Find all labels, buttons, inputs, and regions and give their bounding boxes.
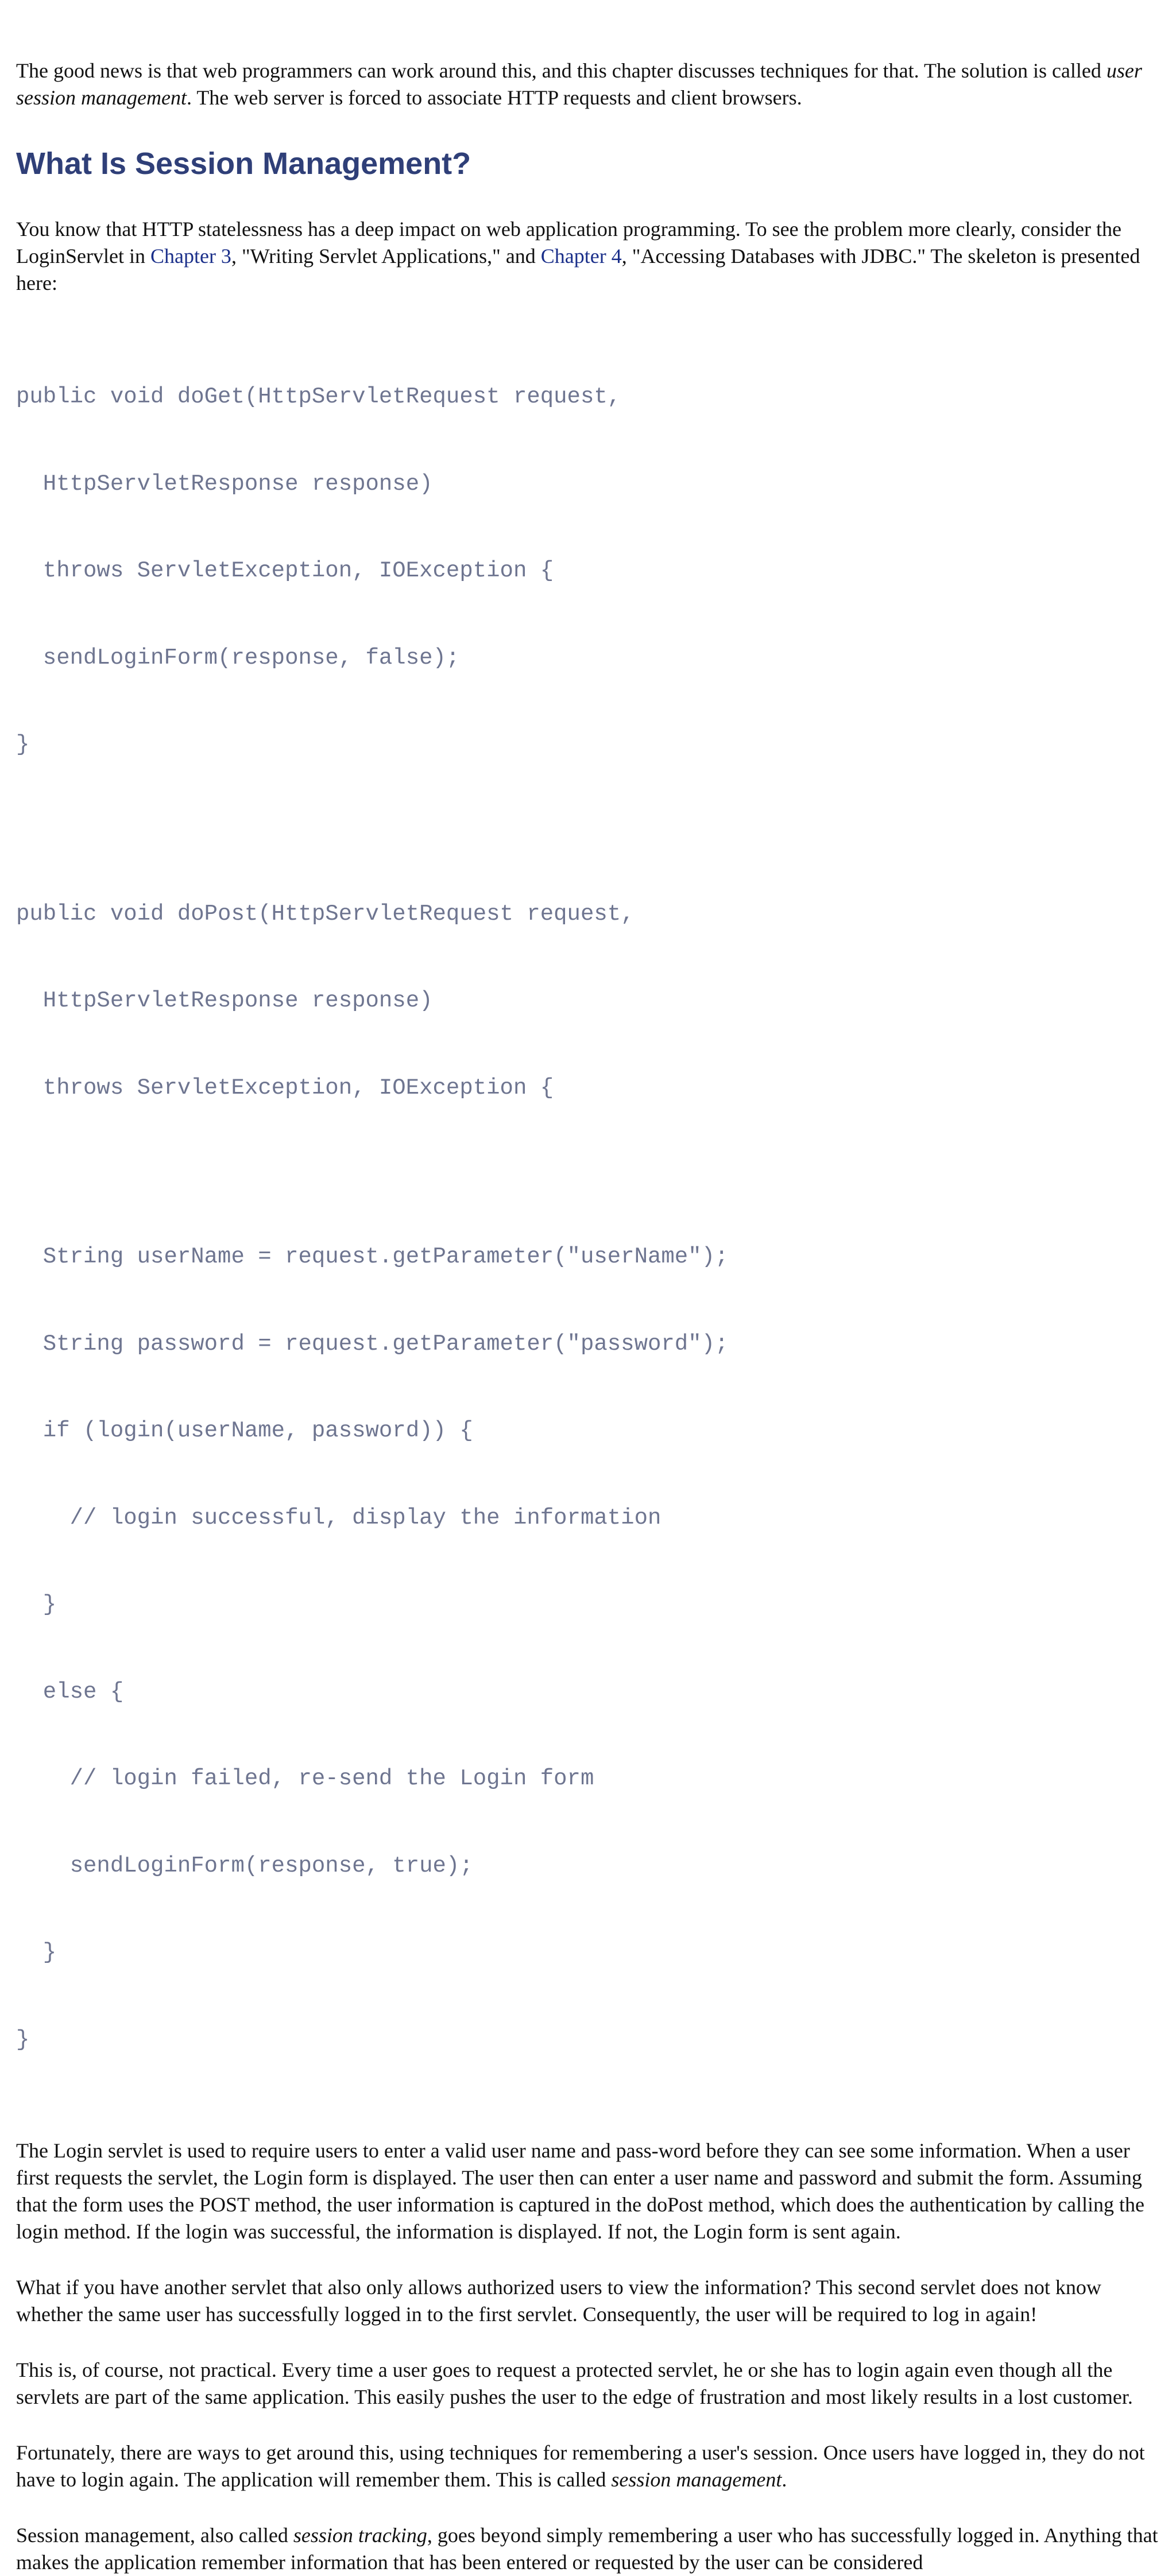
paragraph-1-text-1: You know that HTTP statelessness has a deep impact on web application programming. To see the problem more clearly, consider the LoginServlet in [16, 218, 1122, 268]
paragraph-5-emphasis: session management [611, 2468, 782, 2491]
paragraph-5 [16, 2439, 1159, 2493]
section-heading: What Is Session Management? [16, 146, 471, 181]
code-blank-line [16, 818, 1159, 842]
code-blank-line [16, 1160, 1159, 1184]
code-line: throws ServletException, IOException { [16, 1075, 554, 1101]
intro-paragraph [16, 57, 1159, 111]
code-line: HttpServletResponse response) [16, 988, 433, 1013]
paragraph-6 [16, 2522, 1159, 2576]
code-line: HttpServletResponse response) [16, 471, 433, 497]
paragraph-6-text-1: Session management, also called [16, 2524, 293, 2547]
document-page [16, 57, 1159, 2576]
paragraph-1-text-3: , "Accessing Databases with JDBC." The skeleton is presented here: [16, 245, 1140, 295]
paragraph-1 [16, 216, 1159, 297]
paragraph-1-text-2: , "Writing Servlet Applications," and [231, 245, 541, 268]
code-line: // login successful, display the information [16, 1505, 662, 1531]
code-line: public void doPost(HttpServletRequest request, [16, 901, 635, 927]
paragraph-2: The Login servlet is used to require users to enter a valid user name and pass-word before they can see some information. When a user first requests the servlet, the Login form is displayed. The user then can enter a user name and password and submit the form. Assuming that the form uses the POST method, the user information is captured in the doPost method, which does the authentication by calling the login method. If the login was successful, the information is displayed. If not, the Login form is sent again. [16, 2139, 1144, 2243]
intro-text-2: . The web server is forced to associate HTTP requests and client browsers. [186, 86, 802, 109]
code-line: } [16, 2027, 30, 2052]
paragraph-6-text-2: , goes beyond simply remembering a user who has successfully logged in. Anything that makes the application remember information that has been entered or requested by the user can be considered [16, 2524, 1158, 2574]
paragraph-3: What if you have another servlet that also only allows authorized users to view the information? This second servlet does not know whether the same user has successfully logged in to the first servlet. Consequently, the user will be required to log in again! [16, 2276, 1101, 2326]
code-line: // login failed, re-send the Login form [16, 1766, 594, 1791]
intro-emphasis: user session management [16, 59, 1142, 109]
code-line: else { [16, 1679, 124, 1705]
code-line: String password = request.getParameter("password"); [16, 1331, 729, 1357]
code-line: if (login(userName, password)) { [16, 1418, 473, 1443]
chapter-4-link[interactable]: Chapter 4 [540, 245, 622, 268]
paragraph-6-emphasis: session tracking [293, 2524, 427, 2547]
code-line: sendLoginForm(response, false); [16, 645, 460, 671]
code-line: } [16, 732, 30, 757]
chapter-3-link[interactable]: Chapter 3 [150, 245, 231, 268]
code-line: public void doGet(HttpServletRequest request, [16, 384, 621, 409]
paragraph-5-text-2: . [782, 2468, 787, 2491]
intro-text-1: The good news is that web programmers can work around this, and this chapter discusses techniques for that. The solution is called [16, 59, 1107, 82]
code-line: String userName = request.getParameter("userName"); [16, 1244, 729, 1269]
paragraph-4: This is, of course, not practical. Every time a user goes to request a protected servlet, he or she has to login again even though all the servlets are part of the same application. This easily pushes the user to the edge of frustration and most likely results in a lost customer. [16, 2358, 1133, 2408]
paragraph-5-text-1: Fortunately, there are ways to get around this, using techniques for remembering a user's session. Once users have logged in, they do not have to login again. The application will remember them. This is called [16, 2441, 1145, 2491]
code-line: } [16, 1940, 57, 1965]
code-line: throws ServletException, IOException { [16, 558, 554, 583]
code-line: } [16, 1592, 57, 1617]
code-listing [16, 324, 1159, 2112]
code-line: sendLoginForm(response, true); [16, 1853, 473, 1878]
